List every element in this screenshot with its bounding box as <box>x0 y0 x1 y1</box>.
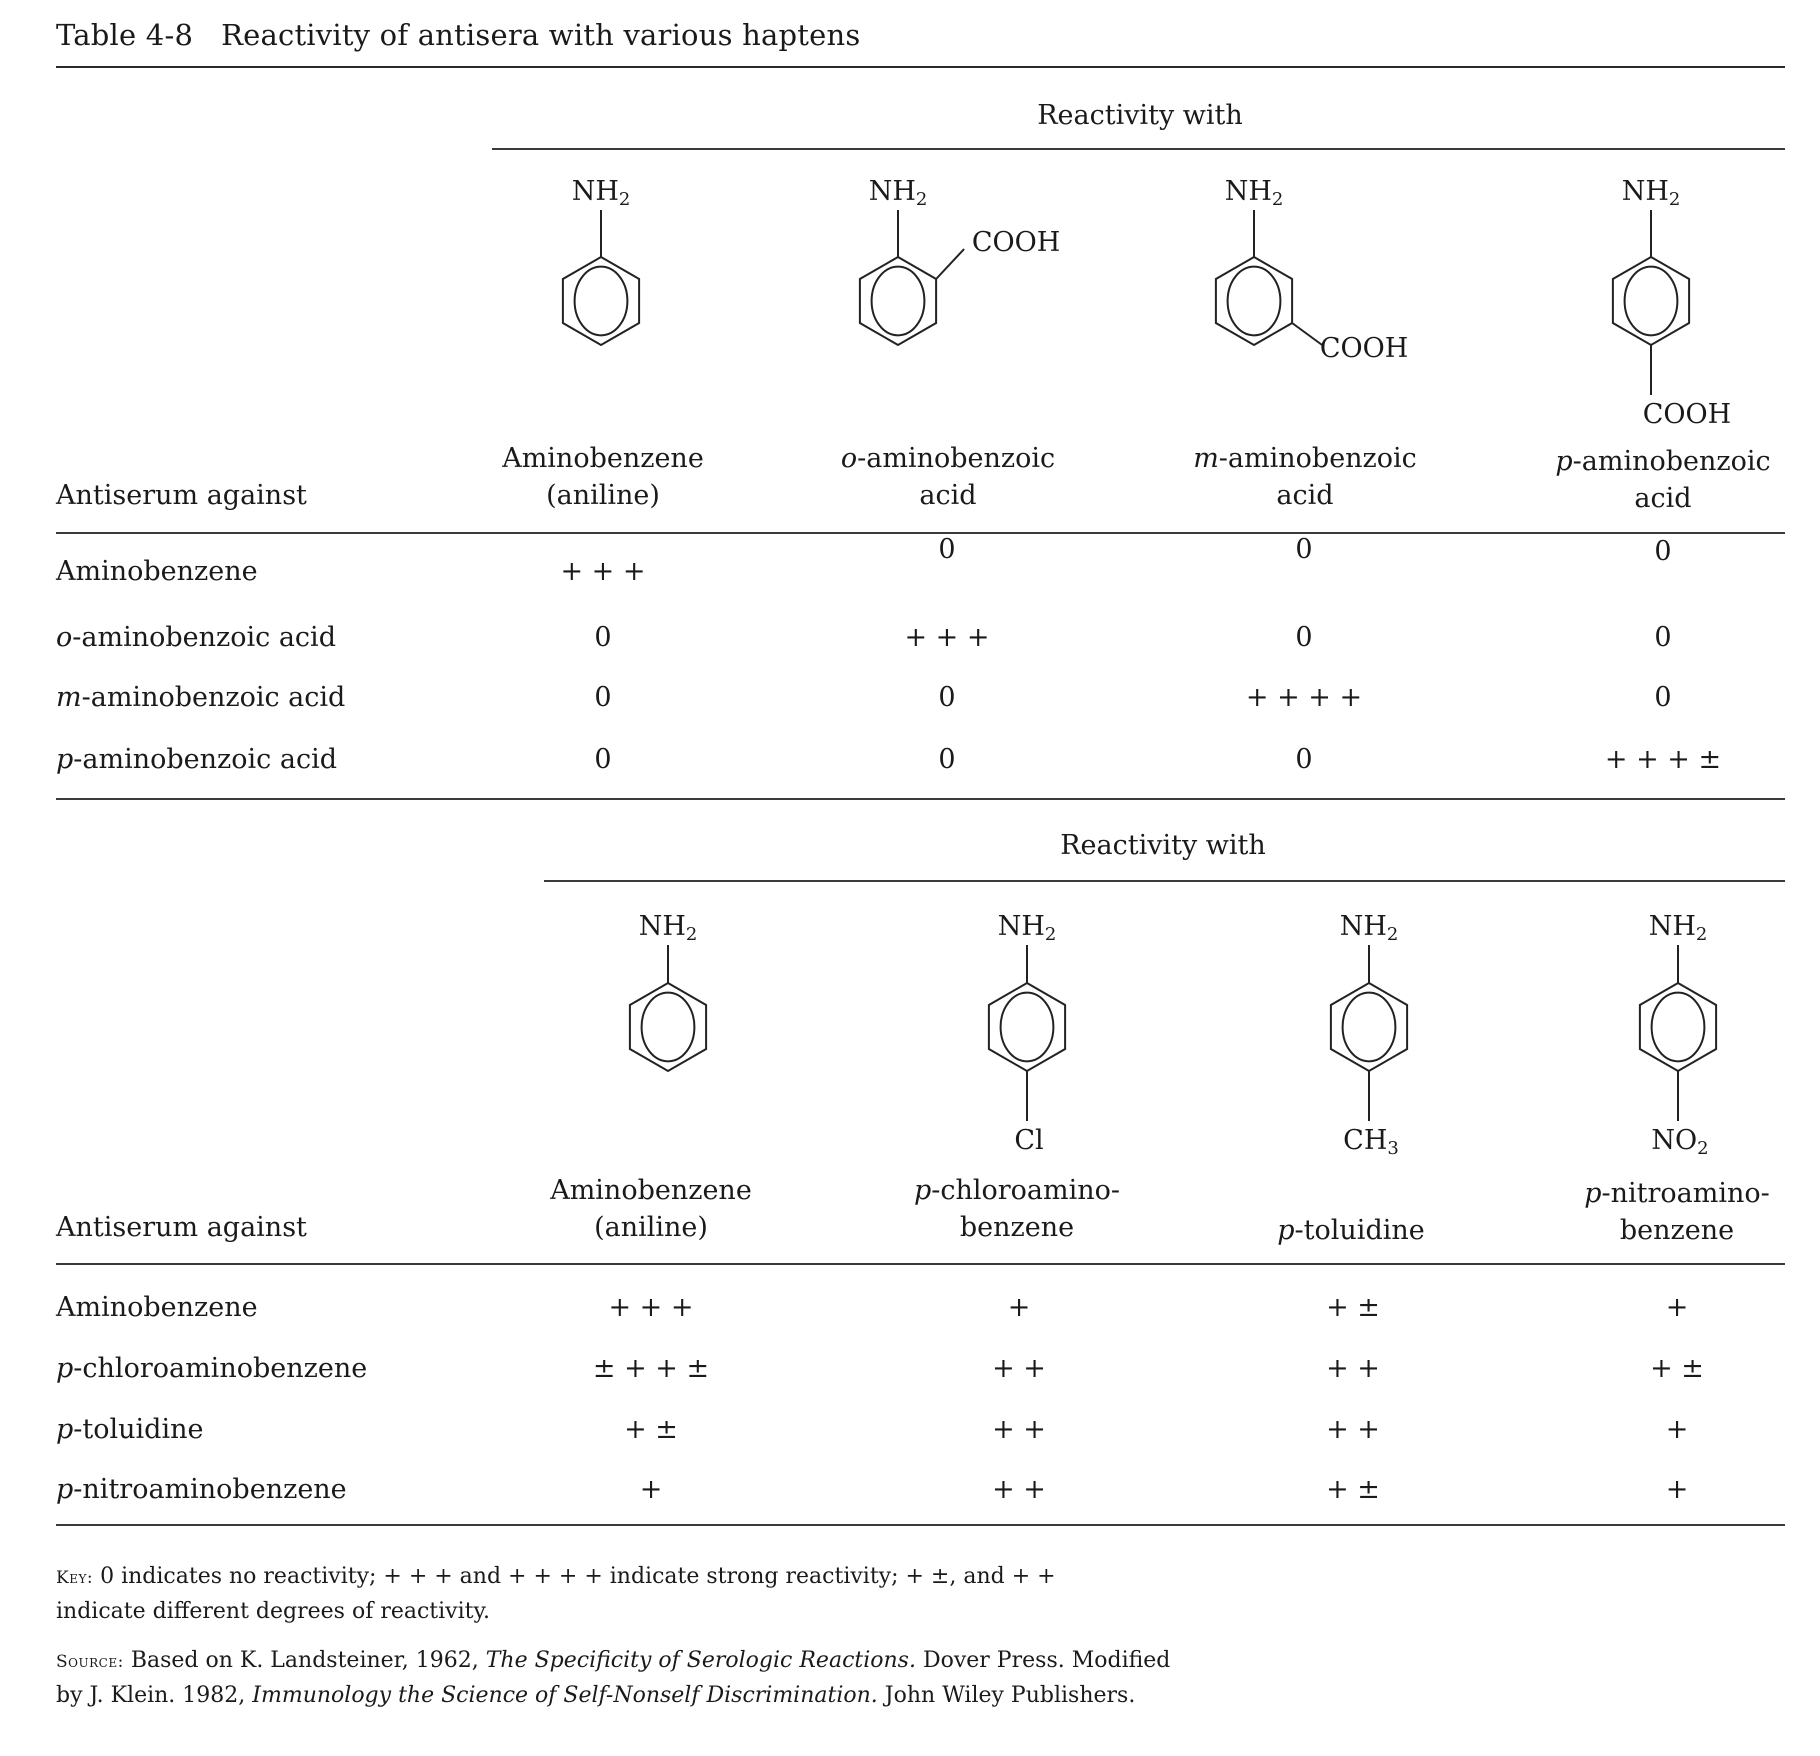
amine-group-label <box>1340 911 1399 945</box>
s2-col-name-2 <box>914 1172 1120 1246</box>
row-label-prefix: p <box>56 1414 74 1445</box>
chem-formula: Cl <box>1014 1125 1044 1156</box>
row-label-prefix: p <box>56 744 74 775</box>
table-cell-reactivity: + <box>1665 1292 1689 1323</box>
benzene-ring <box>563 257 639 345</box>
benzene-ring <box>630 983 706 1071</box>
benzene-ring <box>989 983 1065 1071</box>
table-row-label <box>56 622 336 653</box>
top-rule <box>56 66 1785 68</box>
chem-formula: NH <box>1224 176 1272 207</box>
section1-span-rule <box>492 148 1785 150</box>
col-name-line1: Aminobenzene <box>502 443 704 474</box>
col-name-prefix: p <box>1555 446 1573 477</box>
table-row-label <box>56 556 258 587</box>
table-cell-reactivity: + + + + <box>1245 682 1363 713</box>
table-cell-reactivity: 0 <box>594 622 612 653</box>
section2-bottom-rule <box>56 1524 1785 1526</box>
table-cell-reactivity: 0 <box>938 682 956 713</box>
chem-subscript: 2 <box>1386 924 1399 945</box>
source-footnote <box>56 1644 1170 1713</box>
aromatic-circle <box>642 993 695 1062</box>
table-caption: Reactivity of antisera with various haptens <box>221 18 861 52</box>
section2-span-rule <box>544 880 1785 882</box>
substituent-label <box>972 227 1060 258</box>
row-label-prefix: p <box>56 1353 74 1384</box>
table-row-label <box>56 1353 367 1384</box>
aromatic-circle <box>1652 993 1705 1062</box>
benzene-ring <box>1331 983 1407 1071</box>
s1-col-name-1 <box>502 440 704 514</box>
table-cell-reactivity: + + + ± <box>1604 744 1722 775</box>
key-label: Key: <box>56 1568 94 1588</box>
section1-row-header: Antiserum against <box>56 480 307 511</box>
col-name-line1: Aminobenzene <box>550 1175 752 1206</box>
table-cell-reactivity: + ± <box>1650 1353 1704 1384</box>
amine-group-label <box>1622 176 1681 210</box>
chem-formula: NH <box>571 176 619 207</box>
aromatic-circle <box>1343 993 1396 1062</box>
table-cell-reactivity: ± + + ± <box>592 1353 710 1384</box>
col-name-line1: -aminobenzoic <box>1572 446 1771 477</box>
aromatic-circle <box>1001 993 1054 1062</box>
chem-formula: NH <box>638 911 686 942</box>
table-cell-reactivity: + <box>1665 1414 1689 1445</box>
s2-col-name-1 <box>550 1172 752 1246</box>
col-name-line2: acid <box>919 480 977 511</box>
benzene-ring <box>860 257 936 345</box>
chem-formula: CH <box>1343 1125 1388 1156</box>
substituent-label <box>1320 333 1408 364</box>
table-cell-reactivity: + + + <box>608 1292 694 1323</box>
benzene-ring <box>1216 257 1292 345</box>
s2-col-name-3 <box>1277 1212 1424 1249</box>
source-text: Based on K. Landsteiner, 1962, <box>130 1648 479 1673</box>
col-name-prefix: m <box>1193 443 1219 474</box>
substituent-label <box>1343 1125 1399 1159</box>
chem-formula: NO <box>1651 1125 1698 1156</box>
chem-subscript: 2 <box>1697 1138 1709 1159</box>
table-cell-reactivity: + + <box>992 1474 1046 1505</box>
table-cell-reactivity: + <box>1665 1474 1689 1505</box>
s1-col-name-2 <box>841 440 1055 514</box>
benzene-ring <box>1613 257 1689 345</box>
col-name-line1: -aminobenzoic <box>1218 443 1417 474</box>
chem-subscript: 2 <box>1271 189 1284 210</box>
chem-subscript: 2 <box>915 189 928 210</box>
amine-group-label <box>998 911 1057 945</box>
source-label: Source: <box>56 1652 124 1672</box>
section1-bottom-rule <box>56 798 1785 800</box>
table-cell-reactivity: 0 <box>1295 622 1313 653</box>
chem-formula: COOH <box>1319 333 1409 364</box>
table-row-label <box>56 744 337 775</box>
table-cell-reactivity: + + + <box>560 556 646 587</box>
chem-subscript: 2 <box>1695 924 1708 945</box>
aromatic-circle <box>1625 267 1678 336</box>
table-cell-reactivity: 0 <box>1654 622 1672 653</box>
row-label-text: -aminobenzoic acid <box>73 744 338 775</box>
row-label-text: -toluidine <box>73 1414 204 1445</box>
col-name-line2: acid <box>1634 483 1692 514</box>
col-name-line1: -chloroamino- <box>931 1175 1121 1206</box>
aromatic-circle <box>872 267 925 336</box>
table-cell-reactivity: 0 <box>1654 536 1672 567</box>
row-label-text: -aminobenzoic acid <box>72 622 336 653</box>
table-cell-reactivity: + ± <box>1326 1292 1380 1323</box>
col-name-line2: benzene <box>1619 1215 1735 1246</box>
amine-group-label <box>639 911 698 945</box>
chem-formula: NH <box>1339 911 1387 942</box>
table-cell-reactivity: 0 <box>1295 744 1313 775</box>
chem-formula: NH <box>1621 176 1669 207</box>
row-label-prefix: m <box>56 682 82 713</box>
substituent-bond <box>1292 323 1322 345</box>
section2-span-header: Reactivity with <box>1060 830 1266 861</box>
chem-subscript: 2 <box>1044 924 1057 945</box>
table-cell-reactivity: + <box>1007 1292 1031 1323</box>
col-name-line1: -toluidine <box>1294 1215 1425 1246</box>
row-label-text: Aminobenzene <box>56 556 258 587</box>
substituent-label <box>1651 1125 1708 1159</box>
table-cell-reactivity: + + <box>1326 1353 1380 1384</box>
row-label-text: -aminobenzoic acid <box>81 682 346 713</box>
aromatic-circle <box>1228 267 1281 336</box>
table-title <box>56 18 860 52</box>
table-cell-reactivity: 0 <box>938 534 956 565</box>
source-book-title-1: The Specificity of Serologic Reactions. <box>485 1648 916 1673</box>
chem-formula: COOH <box>1642 399 1732 430</box>
chem-formula: COOH <box>971 227 1061 258</box>
source-publisher-2: John Wiley Publishers. <box>884 1683 1136 1708</box>
col-name-line1: -aminobenzoic <box>857 443 1056 474</box>
aromatic-circle <box>575 267 628 336</box>
col-name-line2: acid <box>1276 480 1334 511</box>
table-cell-reactivity: + <box>639 1474 663 1505</box>
table-cell-reactivity: 0 <box>1295 534 1313 565</box>
key-footnote <box>56 1560 1056 1629</box>
s2-col-name-4 <box>1584 1175 1770 1249</box>
key-text-line2: indicate different degrees of reactivity. <box>56 1599 490 1624</box>
col-name-line1: -nitroamino- <box>1601 1178 1770 1209</box>
row-label-text: -chloroaminobenzene <box>73 1353 368 1384</box>
table-cell-reactivity: + ± <box>1326 1474 1380 1505</box>
substituent-label <box>1643 399 1731 430</box>
amine-group-label <box>1649 911 1708 945</box>
table-row-label <box>56 1414 203 1445</box>
row-label-text: -nitroaminobenzene <box>73 1474 347 1505</box>
amine-group-label <box>572 176 631 210</box>
source-book-title-2: Immunology the Science of Self-Nonself Discrimination. <box>252 1683 878 1708</box>
row-label-text: Aminobenzene <box>56 1292 258 1323</box>
table-cell-reactivity: + + <box>1326 1414 1380 1445</box>
table-row-label <box>56 682 345 713</box>
col-name-prefix: p <box>913 1175 932 1206</box>
source-text-line2: by J. Klein. 1982, <box>56 1683 246 1708</box>
chem-subscript: 2 <box>618 189 631 210</box>
source-publisher: Dover Press. Modified <box>922 1648 1171 1673</box>
col-name-line2: (aniline) <box>594 1212 708 1243</box>
chem-subscript: 3 <box>1387 1138 1399 1159</box>
section1-header-rule <box>56 532 1785 534</box>
table-cell-reactivity: + ± <box>624 1414 678 1445</box>
amine-group-label <box>1225 176 1284 210</box>
chem-subscript: 2 <box>1668 189 1681 210</box>
table-row-label <box>56 1474 347 1505</box>
table-cell-reactivity: 0 <box>1654 682 1672 713</box>
table-cell-reactivity: 0 <box>938 744 956 775</box>
table-cell-reactivity: 0 <box>594 744 612 775</box>
table-cell-reactivity: + + <box>992 1414 1046 1445</box>
table-cell-reactivity: + + + <box>904 622 990 653</box>
col-name-prefix: o <box>840 443 858 474</box>
chem-formula: NH <box>997 911 1045 942</box>
benzene-ring <box>1640 983 1716 1071</box>
s1-col-name-3 <box>1193 440 1417 514</box>
s1-col-name-4 <box>1555 443 1770 517</box>
row-label-prefix: p <box>56 1474 74 1505</box>
col-name-line2: (aniline) <box>546 480 660 511</box>
substituent-bond <box>936 249 964 279</box>
key-text-line1: 0 indicates no reactivity; + + + and + + + + indicate strong reactivity; + ±, and + + <box>100 1564 1056 1589</box>
table-number: Table 4-8 <box>56 18 194 52</box>
col-name-prefix: p <box>1584 1178 1602 1209</box>
table-cell-reactivity: + + <box>992 1353 1046 1384</box>
chem-subscript: 2 <box>685 924 698 945</box>
table-cell-reactivity: 0 <box>594 682 612 713</box>
col-name-line2: benzene <box>959 1212 1075 1243</box>
row-label-prefix: o <box>56 622 73 653</box>
chem-formula: NH <box>868 176 916 207</box>
chem-formula: NH <box>1648 911 1696 942</box>
section2-row-header: Antiserum against <box>56 1212 307 1243</box>
section2-header-rule <box>56 1263 1785 1265</box>
table-row-label <box>56 1292 258 1323</box>
section1-span-header: Reactivity with <box>1037 100 1243 131</box>
col-name-prefix: p <box>1277 1215 1295 1246</box>
amine-group-label <box>869 176 928 210</box>
substituent-label <box>1014 1125 1043 1156</box>
